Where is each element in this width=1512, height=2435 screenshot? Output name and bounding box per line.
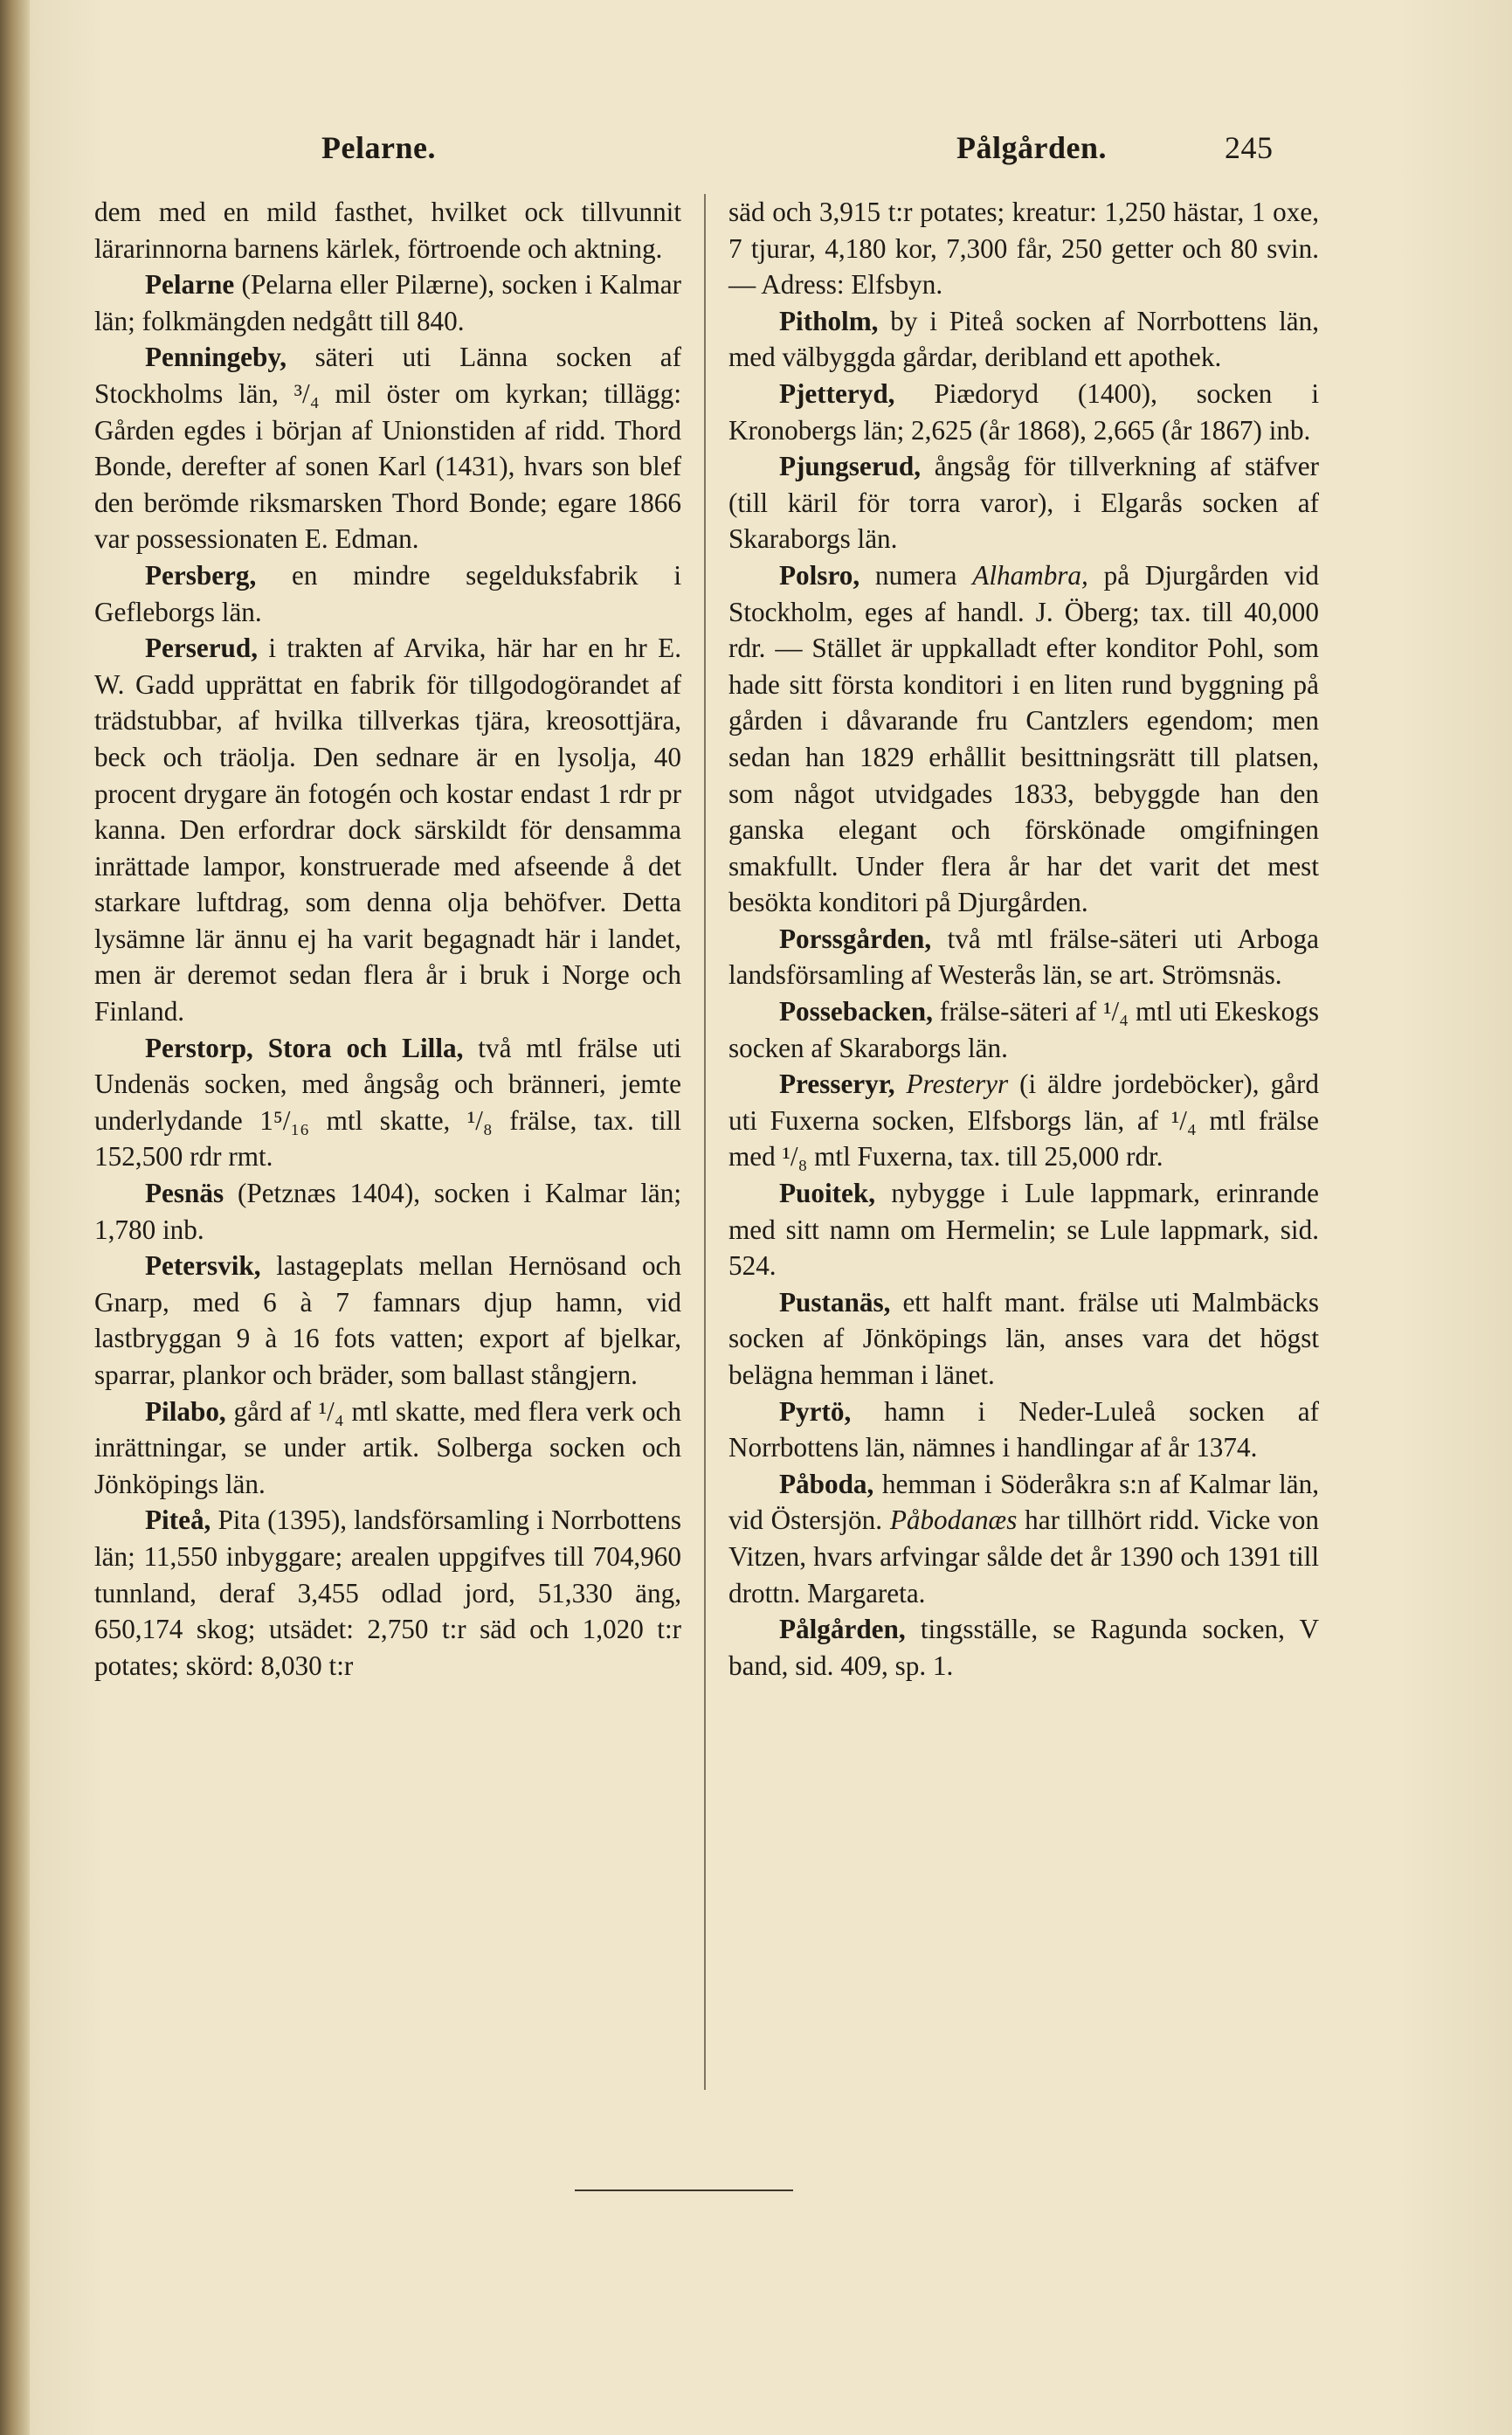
- entry-text: (Petznæs 1404), socken i Kalmar län; 1,780 inb.: [94, 1178, 681, 1245]
- entry-headword: Porssgården,: [779, 923, 932, 954]
- entry-headword: Presseryr,: [779, 1069, 895, 1100]
- entry-text-tail: (i äldre jordeböcker), gård uti Fuxerna socken, Elfsborgs län, af ¹/₄ mtl frälse med ¹/₈ mtl Fuxerna, tax. till 25,000 rdr.: [728, 1069, 1320, 1173]
- entry-text-tail: har tillhört ridd. Vicke von Vitzen, hvars arfvingar sålde det år 1390 och 1391 till drottn. Margareta.: [728, 1505, 1319, 1608]
- entry-text-tail: på Djurgården vid Stockholm, eges af handl. J. Öberg; tax. till 40,000 rdr. — Stället är uppkalladt efter konditor Pohl, som hade sitt första konditori i en liten rund byggning på gården i dåvarande fru Cantzlers egendom; men sedan han 1829 erhållit besittningsrätt till platsen, som något utvidgades 1833, bebyggde han den ganska elegant och förskönade omgifningen smakfullt. Under flera år har det varit det mest besökta konditori på Djurgården.: [728, 559, 1319, 918]
- entry-text: hamn i Neder-Luleå socken af Norrbottens län, nämnes i handlingar af år 1374.: [728, 1395, 1319, 1463]
- entry: [94, 1175, 681, 1248]
- entry-text: i trakten af Arvika, här har en hr E. W. Gadd upprättat en fabrik för tillgodogörandet af trädstubbar, af hvilka tillverkas tjära, kreosottjära, beck och träolja. Den sednare är en lysolja, 40 procent drygare än fotogén och kostar endast 1 rdr pr kanna. Den erfordrar dock särskildt för densamma inrättade lampor, konstruerade med afseende å det starkare luftdrag, som denna olja behöfver. Detta lysämne lär ännu ej ha varit begagnadt här i landet, men är deremot sedan flera år i bruk i Norge och Finland.: [94, 633, 681, 1027]
- entry-text: säteri uti Länna socken af Stockholms län, ³/₄ mil öster om kyrkan; tillägg: Gården egdes i början af Unionstiden af ridd. Thord Bonde, derefter af sonen Karl (1431), hvars son blef den berömde riksmarsken Thord Bonde; egare 1866 var possessionaten E. Edman.: [94, 342, 681, 555]
- header-right: Pålgården.: [956, 130, 1107, 165]
- entry: [94, 1502, 681, 1684]
- entry-italic: Påbodanæs: [889, 1505, 1018, 1536]
- entry-text: två mtl frälse uti Undenäs socken, med ångsåg och bränneri, jemte underlydande 1⁵/₁₆ mtl skatte, ¹/₈ frälse, tax. till 152,500 rdr rmt.: [94, 1032, 681, 1173]
- entry-headword: Polsro,: [779, 559, 860, 591]
- entry-headword: Possebacken,: [779, 996, 933, 1027]
- entry-text: nybygge i Lule lappmark, erinrande med sitt namn om Hermelin; se Lule lappmark, sid. 524.: [728, 1178, 1319, 1282]
- entry: [728, 557, 1319, 921]
- entry-text: två mtl frälse-säteri uti Arboga landsförsamling af Westerås län, se art. Strömsnäs.: [728, 923, 1319, 991]
- entry-headword: Persberg,: [145, 559, 257, 591]
- entry: [94, 1030, 681, 1175]
- entry-text: tingsställe, se Ragunda socken, V band, sid. 409, sp. 1.: [728, 1614, 1319, 1681]
- entry: [728, 1066, 1319, 1175]
- entry: [728, 448, 1319, 557]
- entry-text: by i Piteå socken af Norrbottens län, med välbyggda gårdar, deribland ett apothek.: [728, 305, 1319, 373]
- entry-headword: Pyrtö,: [779, 1395, 852, 1427]
- entry-text: hemman i Söderåkra s:n af Kalmar län, vid Östersjön.: [728, 1468, 1319, 1536]
- entry-headword: Pitholm,: [779, 305, 879, 336]
- entry: [94, 266, 681, 339]
- entry-headword: Pustanäs,: [779, 1286, 891, 1318]
- entry-text: frälse-säteri af ¹/₄ mtl uti Ekeskogs socken af Skaraborgs län.: [728, 996, 1319, 1063]
- entry-headword: Puoitek,: [779, 1178, 876, 1209]
- entry-text: Piædoryd (1400), socken i Kronobergs län; 2,625 (år 1868), 2,665 (år 1867) inb.: [728, 377, 1319, 446]
- entry-headword: Pesnäs: [145, 1178, 224, 1209]
- book-spine: [0, 0, 30, 2435]
- running-header: [96, 129, 1319, 173]
- entry: [94, 1248, 681, 1393]
- entry-headword: Pålgården,: [779, 1614, 906, 1645]
- entry: [728, 1394, 1319, 1466]
- entry-text: en mindre segelduksfabrik i Gefleborgs län.: [94, 559, 681, 627]
- entry: [728, 1175, 1319, 1284]
- entry: [728, 993, 1319, 1066]
- entry-headword: Penningeby,: [145, 342, 287, 373]
- entry-text: Pita (1395), landsförsamling i Norrbottens län; 11,550 inbyggare; arealen uppgifves till 704,960 tunnland, deraf 3,455 odlad jord, 51,330 äng, 650,174 skog; utsädet: 2,750 t:r säd och 1,020 t:r potates; skörd: 8,030 t:r: [94, 1505, 681, 1681]
- entry-text: numera: [860, 559, 973, 591]
- entry-headword: Pjetteryd,: [779, 377, 895, 409]
- entry-text: (Pelarna eller Pilærne), socken i Kalmar län; folkmängden nedgått till 840.: [94, 269, 681, 336]
- entry: [728, 376, 1319, 448]
- entry: [728, 1284, 1319, 1394]
- entry: [728, 303, 1319, 376]
- entry: [94, 1394, 681, 1503]
- entry-text: ångsåg för tillverkning af stäfver (till käril för torra varor), i Elgarås socken af Skaraborgs län.: [728, 451, 1319, 555]
- entry: [728, 1611, 1319, 1684]
- column-divider: [704, 194, 706, 2090]
- page-number: 245: [1225, 130, 1274, 165]
- entry: [94, 339, 681, 557]
- entry-italic: Alhambra,: [972, 559, 1088, 591]
- entry: [728, 921, 1319, 993]
- entry-headword: Pilabo,: [145, 1395, 226, 1427]
- entry-text: lastageplats mellan Hernösand och Gnarp, med 6 à 7 famnars djup hamn, vid lastbryggan 9 à 16 fots vatten; export af bjelkar, sparrar, plankor och bräder, som ballast stångjern.: [94, 1250, 681, 1390]
- entry-text: säd och 3,915 t:r potates; kreatur: 1,250 hästar, 1 oxe, 7 tjurar, 4,180 kor, 7,300 får, 250 getter och 80 svin. — Adress: Elfsbyn.: [728, 197, 1319, 301]
- entry-text: ett halft mant. frälse uti Malmbäcks socken af Jönköpings län, anses vara det högst belägna hemman i länet.: [728, 1286, 1319, 1390]
- entry-text: gård af ¹/₄ mtl skatte, med flera verk och inrättningar, se under artik. Solberga socken och Jönköpings län.: [94, 1395, 681, 1499]
- entry: [94, 557, 681, 630]
- left-column: [94, 194, 681, 1684]
- footer-rule: [575, 2189, 793, 2191]
- entry-text: [895, 1069, 907, 1099]
- entry-headword: Perserud,: [145, 633, 259, 664]
- entry-text: dem med en mild fasthet, hvilket ock tillvunnit lärarinnorna barnens kärlek, förtroende och aktning.: [94, 197, 681, 264]
- entry-headword: Pjungserud,: [779, 451, 922, 482]
- entry: [728, 1466, 1319, 1611]
- entry-headword: Piteå,: [145, 1505, 211, 1536]
- entry: [728, 194, 1319, 303]
- header-left: Pelarne.: [321, 130, 436, 165]
- entry: [94, 630, 681, 1030]
- right-column: [728, 194, 1319, 1684]
- entry: [94, 194, 681, 266]
- entry-headword: Pelarne: [145, 269, 235, 301]
- entry-headword: Perstorp, Stora och Lilla,: [145, 1032, 464, 1063]
- entry-italic: Presteryr: [906, 1069, 1009, 1100]
- entry-headword: Petersvik,: [145, 1250, 261, 1282]
- entry-headword: Påboda,: [779, 1468, 874, 1499]
